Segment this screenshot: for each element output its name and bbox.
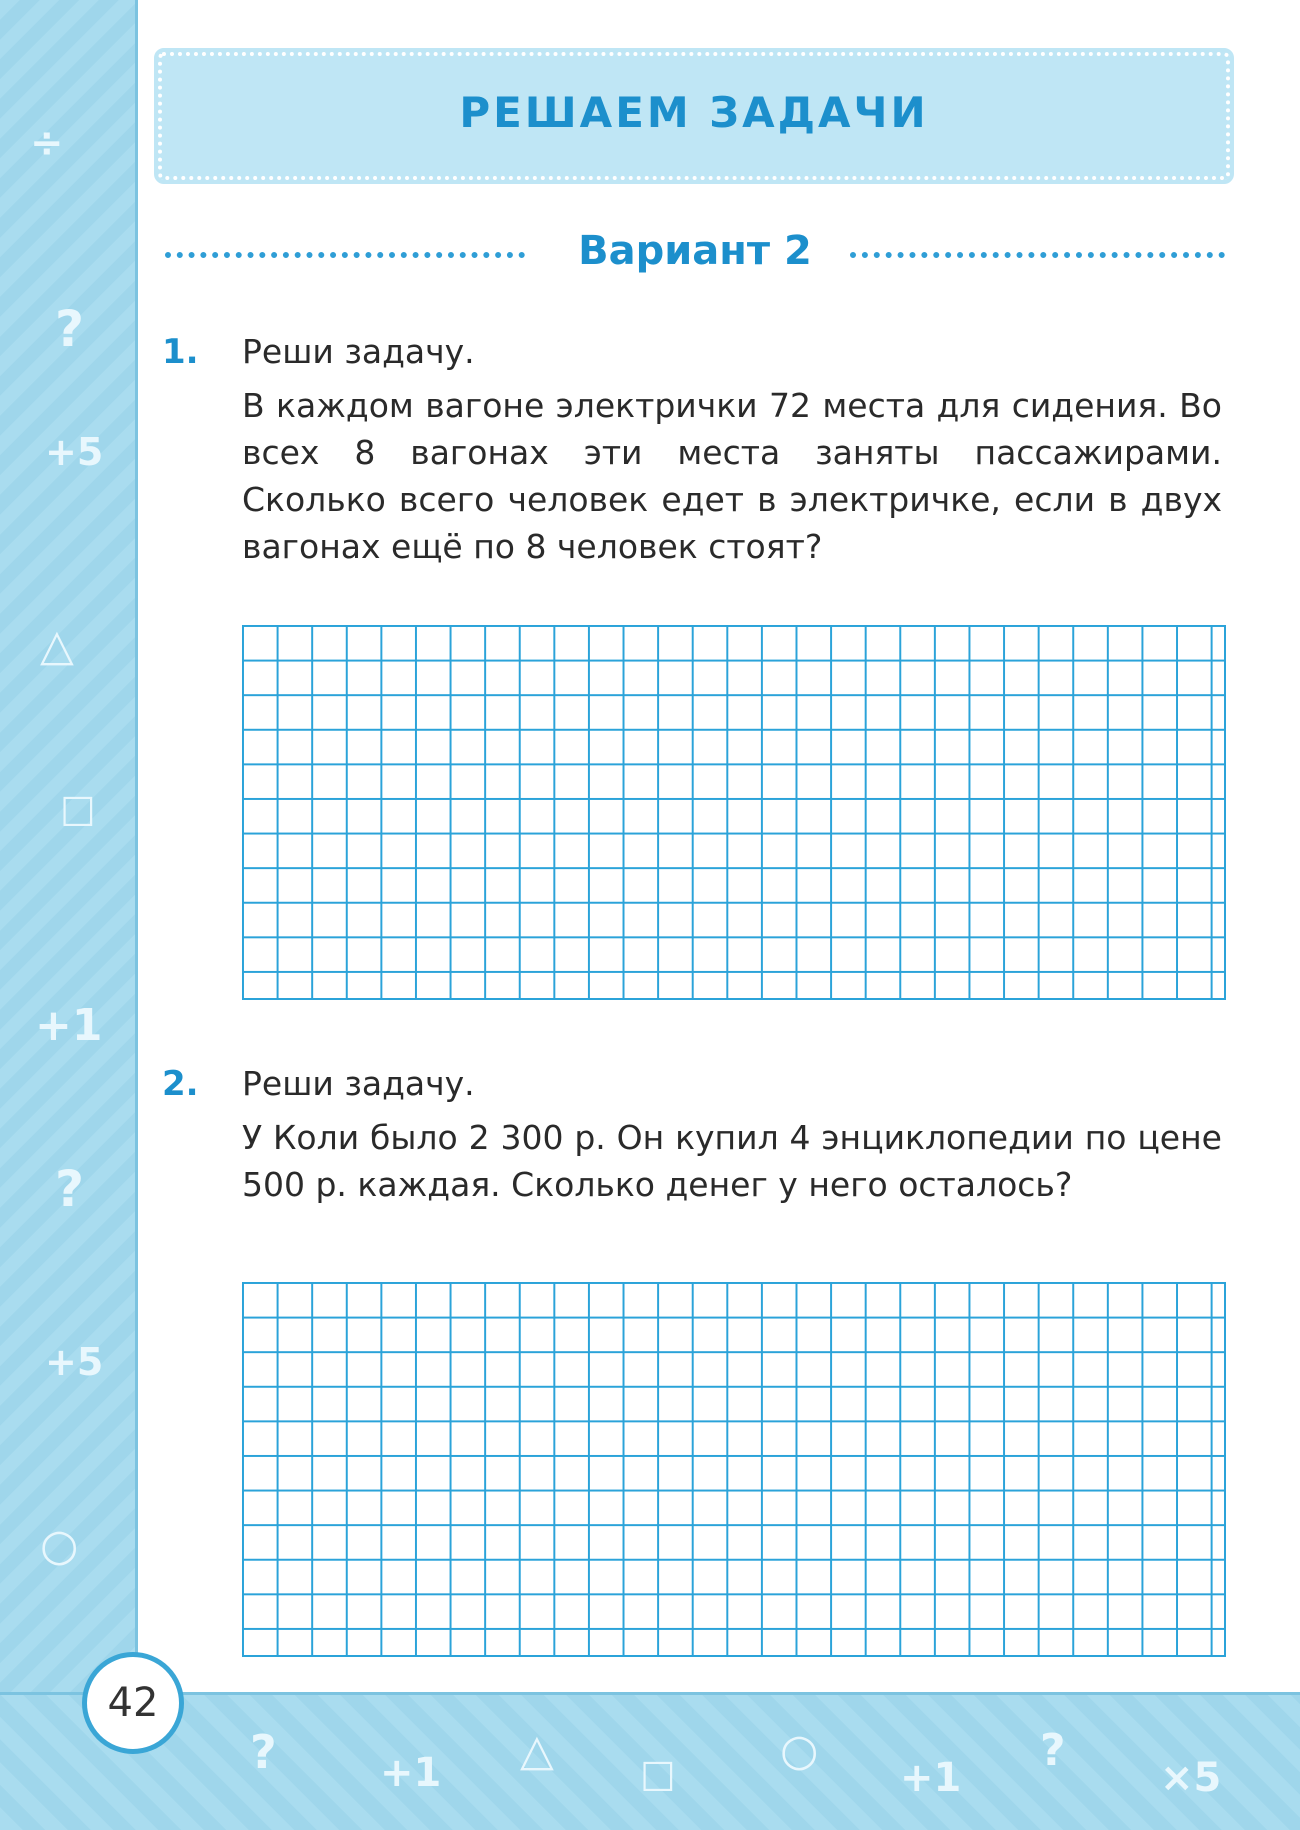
doodle-icon: +1 bbox=[900, 1755, 962, 1801]
variant-title: Вариант 2 bbox=[578, 228, 812, 274]
task-number: 1. bbox=[162, 332, 199, 372]
answer-grid[interactable] bbox=[242, 625, 1226, 1000]
doodle-icon: ? bbox=[1040, 1725, 1066, 1776]
variant-heading bbox=[165, 228, 1225, 278]
doodle-icon: ○ bbox=[40, 1520, 79, 1571]
answer-grid[interactable] bbox=[242, 1282, 1226, 1657]
task-text: В каждом вагоне электрички 72 места для сидения. Во всех 8 вагонах эти места заняты пассажирами. Сколько всего человек едет в электричке, если в двух вагонах ещё по 8 человек стоят? bbox=[242, 386, 1222, 566]
doodle-icon: ? bbox=[250, 1725, 277, 1779]
task-text: У Коли было 2 300 р. Он купил 4 энциклопедии по цене 500 р. каждая. Сколько денег у него осталось? bbox=[242, 1118, 1222, 1204]
doodle-icon: ? bbox=[55, 300, 85, 358]
bottom-decorative-border bbox=[0, 1692, 1300, 1830]
left-decorative-border bbox=[0, 0, 138, 1830]
task-instruction: Реши задачу. bbox=[242, 332, 475, 371]
doodle-icon: ○ bbox=[780, 1725, 819, 1776]
doodle-icon: ? bbox=[55, 1160, 85, 1218]
doodle-icon: ☐ bbox=[60, 790, 96, 836]
task-instruction: Реши задачу. bbox=[242, 1064, 475, 1103]
doodle-icon: +5 bbox=[45, 430, 104, 474]
doodle-icon: ×5 bbox=[1160, 1755, 1222, 1801]
doodle-icon: ☐ bbox=[640, 1755, 676, 1801]
doodle-icon: ÷ bbox=[30, 120, 64, 166]
dotted-divider-right bbox=[850, 252, 1225, 258]
doodle-icon: +5 bbox=[45, 1340, 104, 1384]
doodle-icon: △ bbox=[40, 620, 74, 671]
page-number: 42 bbox=[82, 1652, 184, 1754]
doodle-icon: △ bbox=[520, 1725, 554, 1776]
doodle-icon: +1 bbox=[380, 1750, 442, 1796]
task-number: 2. bbox=[162, 1064, 199, 1104]
doodle-icon: +1 bbox=[35, 1000, 103, 1051]
page-title: РЕШАЕМ ЗАДАЧИ bbox=[459, 88, 929, 137]
